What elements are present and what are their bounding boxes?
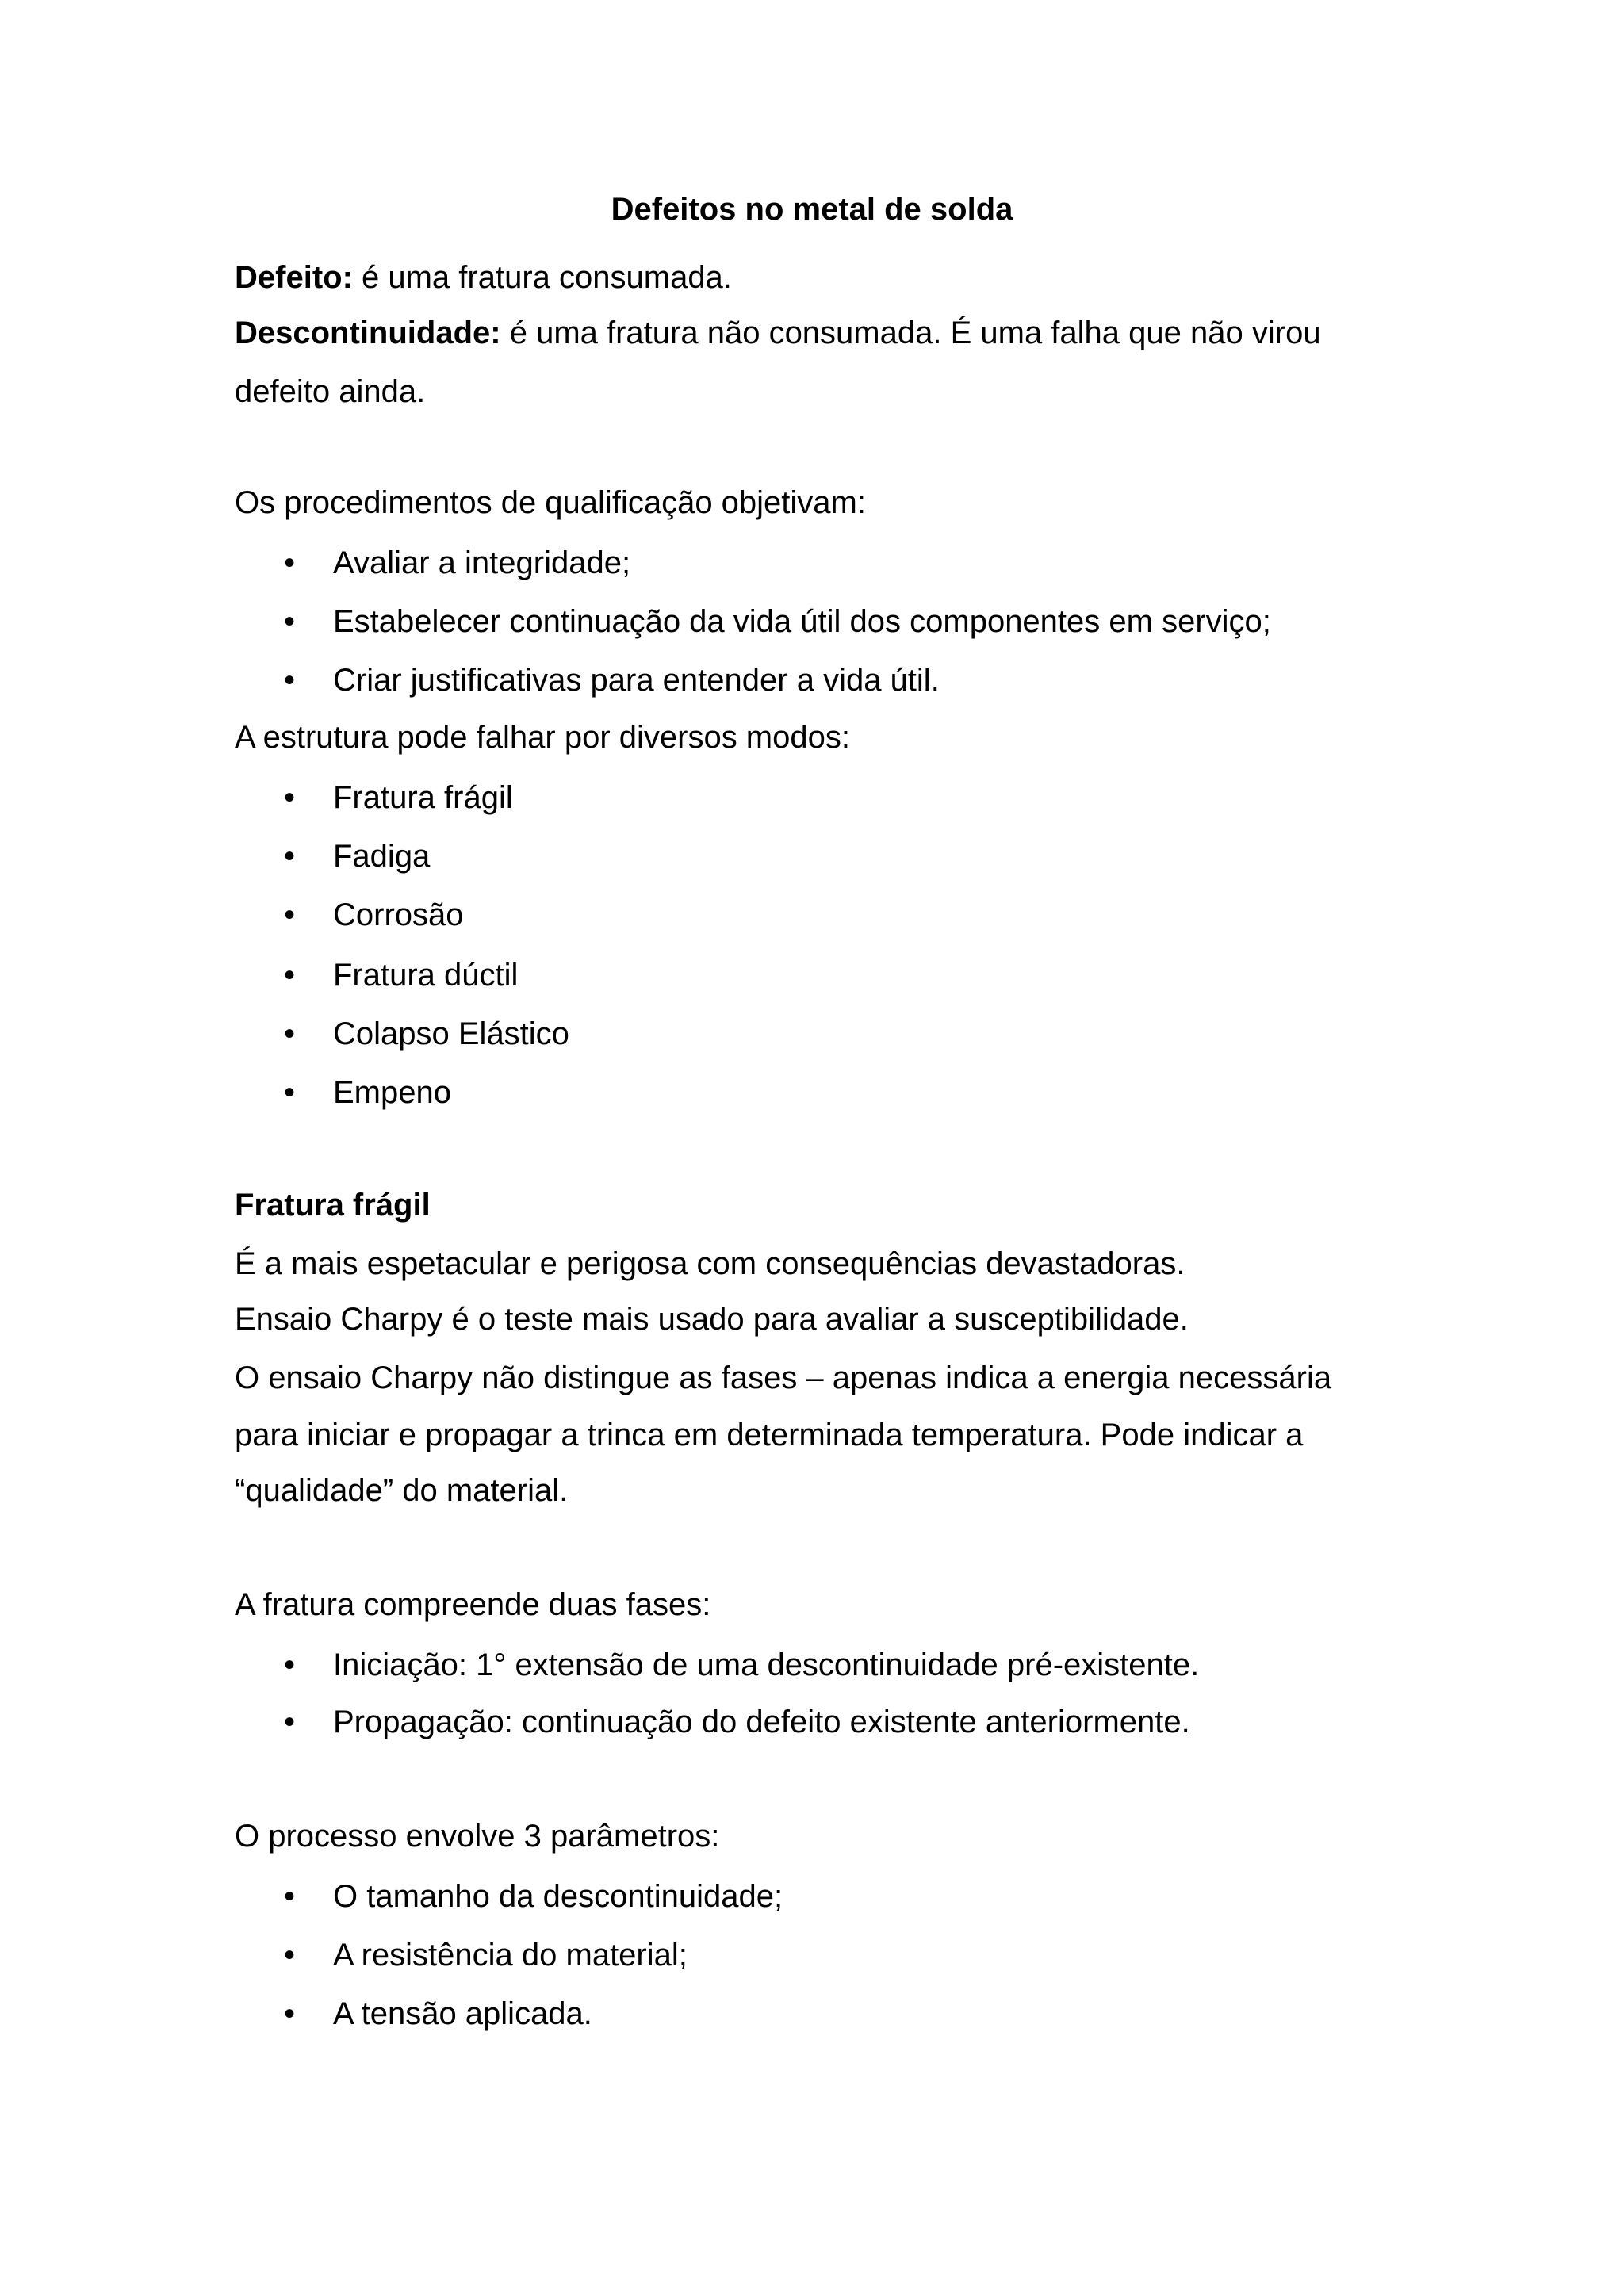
failure-modes-intro: A estrutura pode falhar por diversos modos: <box>235 720 850 755</box>
list-item: Fratura dúctil <box>333 958 519 993</box>
bullet-icon: • <box>284 1996 296 2031</box>
definition-term: Descontinuidade: <box>235 316 501 350</box>
paragraph-line: para iniciar e propagar a trinca em determinada temperatura. Pode indicar a <box>235 1418 1304 1452</box>
definition-text: é uma fratura consumada. <box>352 260 732 295</box>
list-item: Corrosão <box>333 897 464 932</box>
bullet-icon: • <box>284 839 296 874</box>
list-item: Fadiga <box>333 839 431 874</box>
list-item: A resistência do material; <box>333 1938 688 1973</box>
paragraph-line: “qualidade” do material. <box>235 1473 569 1508</box>
list-item: A tensão aplicada. <box>333 1996 592 2031</box>
bullet-icon: • <box>284 545 296 580</box>
bullet-icon: • <box>284 1705 296 1739</box>
bullet-icon: • <box>284 780 296 815</box>
section-heading-fratura-fragil: Fratura frágil <box>235 1188 431 1223</box>
process-parameters-intro: O processo envolve 3 parâmetros: <box>235 1819 720 1854</box>
definition-continuation: defeito ainda. <box>235 374 426 409</box>
bullet-icon: • <box>284 1938 296 1973</box>
list-item: O tamanho da descontinuidade; <box>333 1879 783 1914</box>
document-title: Defeitos no metal de solda <box>611 192 1013 227</box>
bullet-icon: • <box>284 663 296 698</box>
list-item: Avaliar a integridade; <box>333 545 631 580</box>
bullet-icon: • <box>284 1016 296 1051</box>
bullet-icon: • <box>284 897 296 932</box>
definition-term: Defeito: <box>235 260 353 295</box>
bullet-icon: • <box>284 958 296 993</box>
definition-defeito <box>235 258 732 297</box>
definition-text: é uma fratura não consumada. É uma falha que não virou <box>500 316 1321 350</box>
list-item: Criar justificativas para entender a vida útil. <box>333 663 940 698</box>
paragraph-line: Ensaio Charpy é o teste mais usado para avaliar a susceptibilidade. <box>235 1302 1189 1337</box>
qualification-intro: Os procedimentos de qualificação objetivam: <box>235 485 866 520</box>
list-item: Empeno <box>333 1075 451 1110</box>
paragraph-line: É a mais espetacular e perigosa com consequências devastadoras. <box>235 1246 1185 1281</box>
definition-descontinuidade <box>235 314 1321 352</box>
paragraph-line: O ensaio Charpy não distingue as fases – apenas indica a energia necessária <box>235 1360 1332 1395</box>
list-item: Fratura frágil <box>333 780 513 815</box>
bullet-icon: • <box>284 1879 296 1914</box>
list-item: Iniciação: 1° extensão de uma descontinuidade pré-existente. <box>333 1647 1200 1682</box>
fracture-phases-intro: A fratura compreende duas fases: <box>235 1587 711 1622</box>
list-item: Propagação: continuação do defeito existente anteriormente. <box>333 1705 1190 1739</box>
list-item: Estabelecer continuação da vida útil dos componentes em serviço; <box>333 604 1271 639</box>
bullet-icon: • <box>284 1075 296 1110</box>
bullet-icon: • <box>284 604 296 639</box>
list-item: Colapso Elástico <box>333 1016 569 1051</box>
bullet-icon: • <box>284 1647 296 1682</box>
